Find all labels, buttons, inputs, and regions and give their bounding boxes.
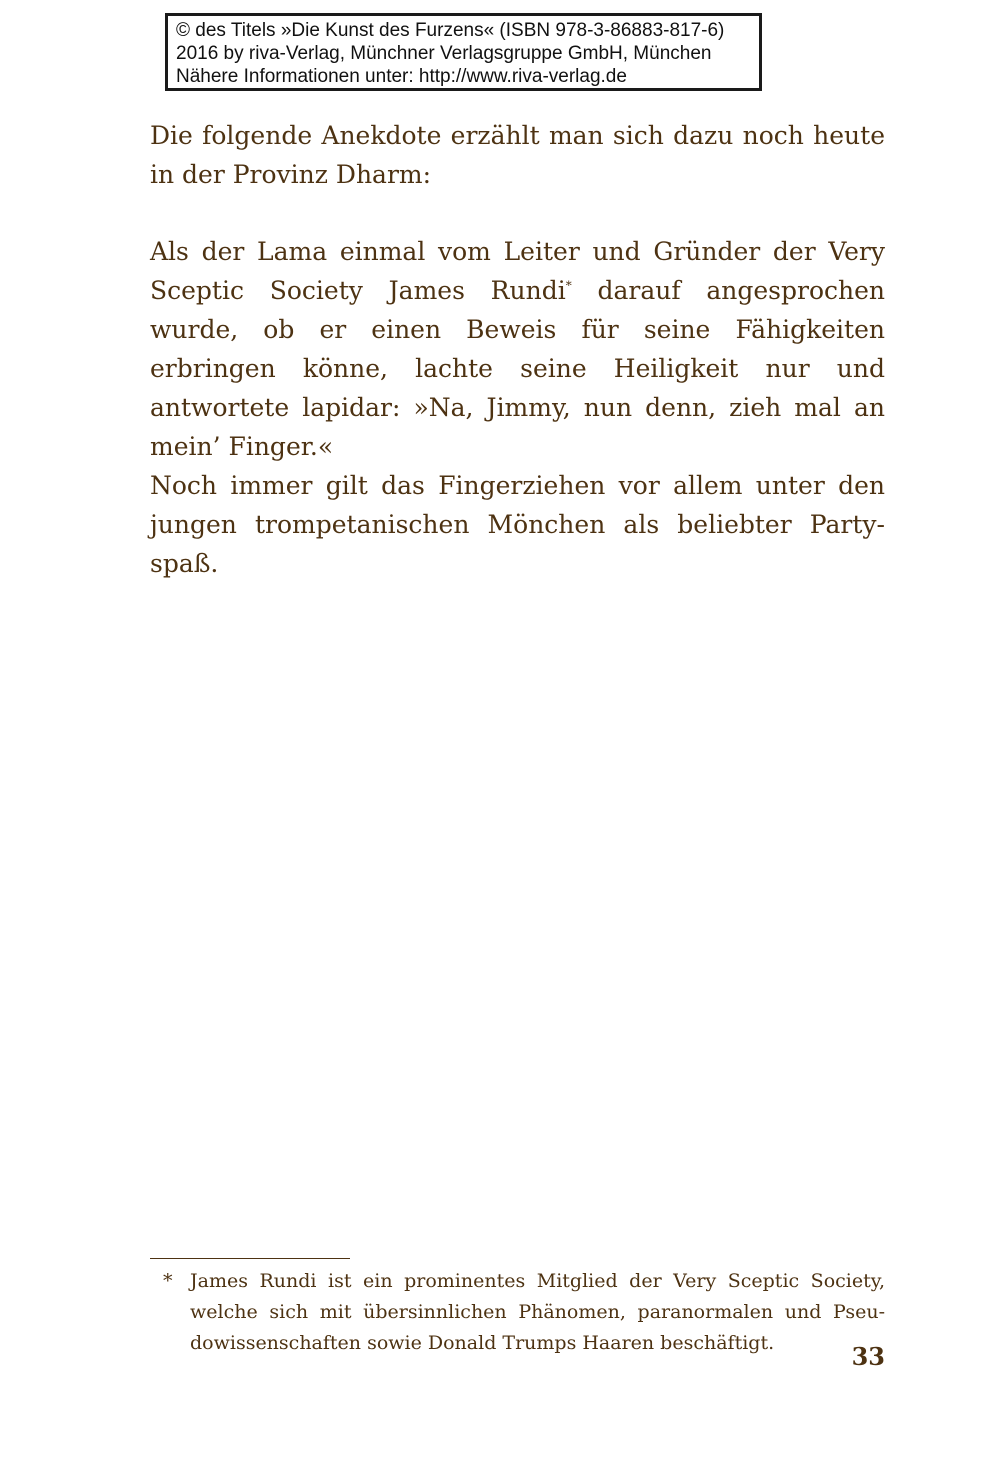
paragraph-closing-text: Noch immer gilt das Fingerziehen vor allem unter den jungen trompetanischen Mönchen als beliebter Partyspaß. <box>150 471 885 578</box>
copyright-line-3: Nähere Informationen unter: http://www.riva-verlag.de <box>176 66 627 87</box>
paragraph-anecdote <box>150 232 885 466</box>
anecdote-text-end: darauf angesprochen wurde, ob er einen Beweis für seine Fähigkeiten erbringen könne, lachte seine Heiligkeit nur und antwortete lapidar: »Na, Jimmy, nun denn, zieh mal an mein’ Finger.« <box>150 276 885 461</box>
copyright-line-2: 2016 by riva-Verlag, Münchner Verlagsgruppe GmbH, München <box>176 43 712 64</box>
anecdote-text-start: Als der Lama einmal vom Leiter und Gründer der Very Sceptic Society James Rundi <box>150 237 885 305</box>
copyright-line-1: © des Titels »Die Kunst des Furzens« (ISBN 978-3-86883-817-6) <box>176 20 725 41</box>
paragraph-intro-text: Die folgende Anekdote erzählt man sich dazu noch heute in der Provinz Dharm: <box>150 121 885 189</box>
footnote-reference-marker[interactable]: * <box>565 278 572 293</box>
copyright-notice <box>165 13 762 91</box>
paragraph-intro <box>150 116 885 194</box>
footnote-marker: * <box>163 1270 173 1292</box>
paragraph-anecdote-text <box>150 232 885 466</box>
footnote-text: James Rundi ist ein prominentes Mitglied der Very Sceptic Society, welche sich mit übersinnlichen Phänomen, paranormalen und Pseudowissenschaften sowie Donald Trumps Haaren beschäftigt. <box>190 1270 885 1354</box>
page-number: 33 <box>851 1342 885 1371</box>
footnote <box>150 1266 885 1359</box>
paragraph-closing <box>150 466 885 583</box>
footnote-divider <box>150 1258 350 1259</box>
